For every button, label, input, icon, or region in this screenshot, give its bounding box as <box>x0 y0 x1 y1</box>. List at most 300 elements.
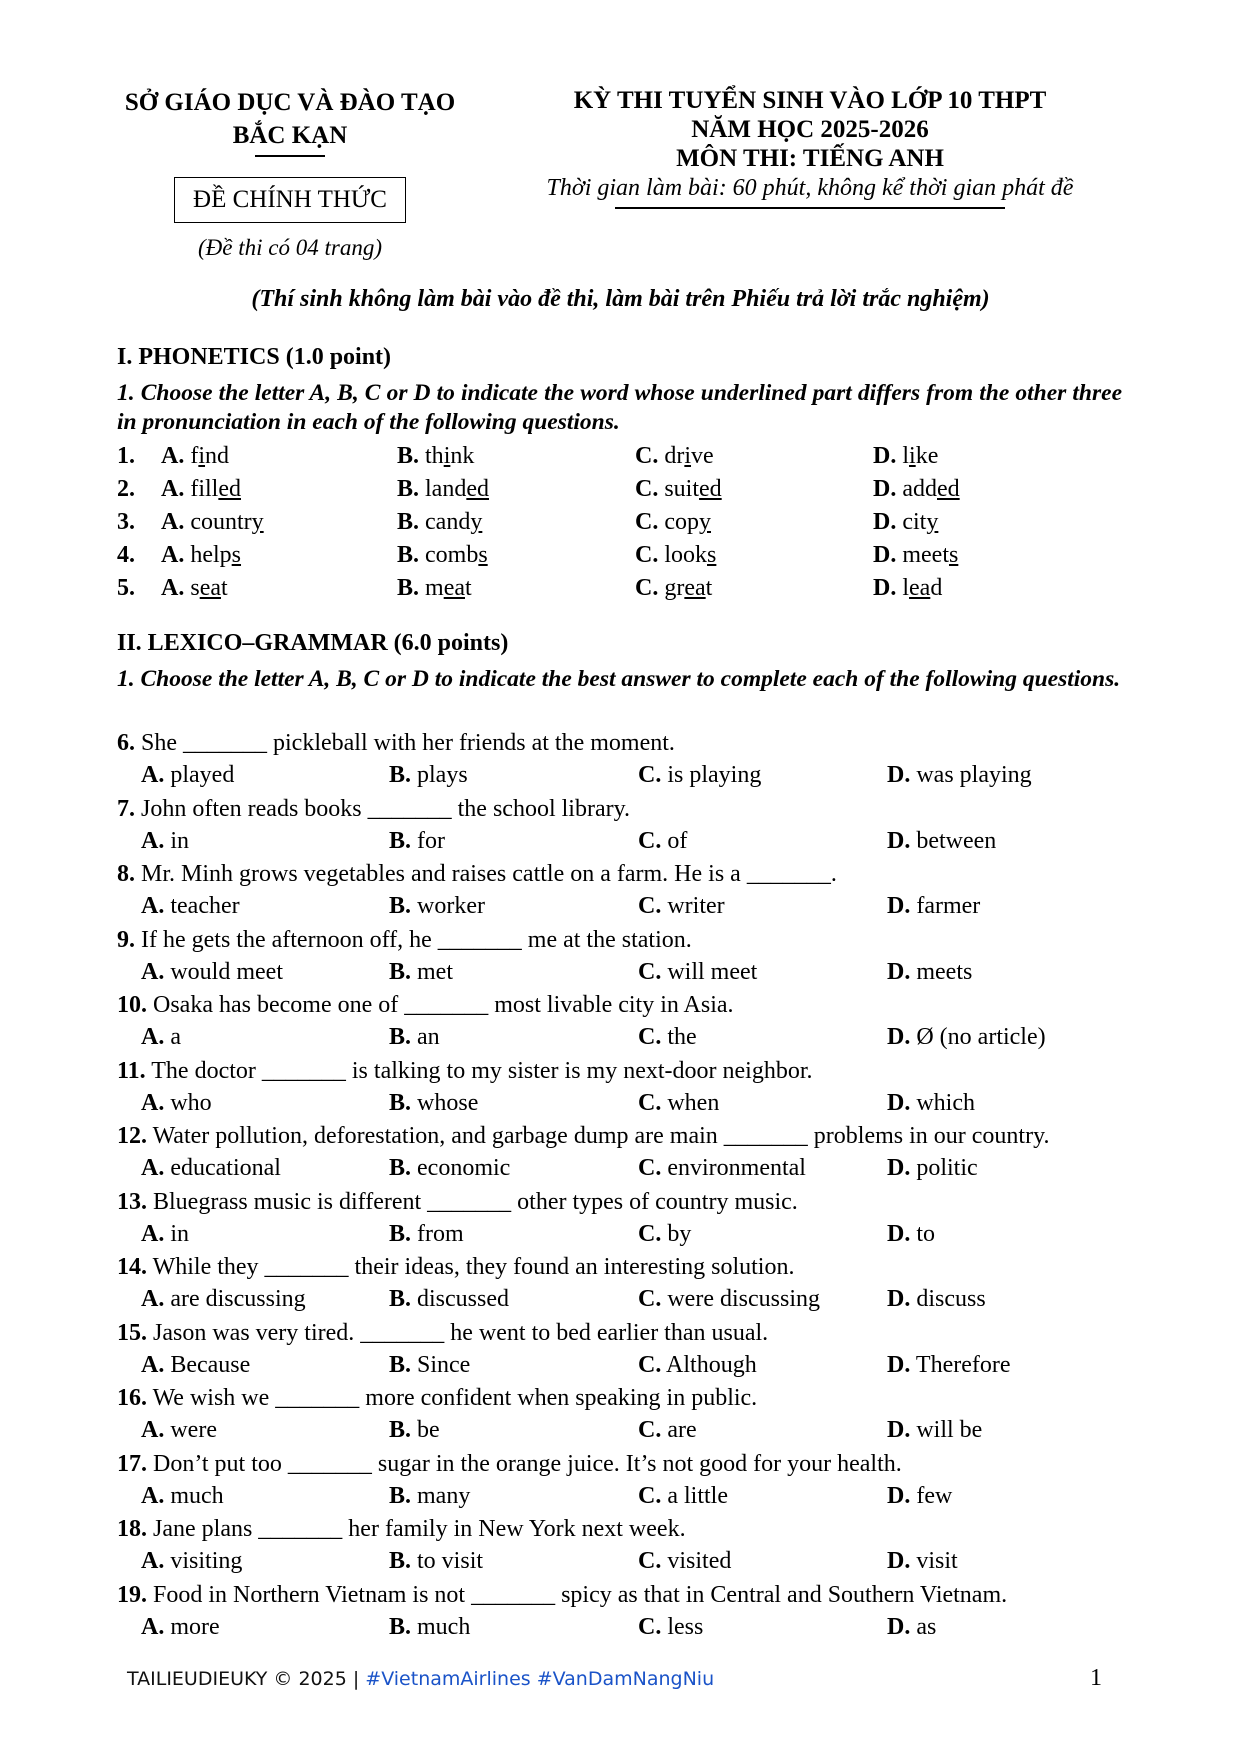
option-text: will be <box>916 1417 983 1443</box>
option-letter: A. <box>141 1351 165 1378</box>
option-letter: D. <box>873 476 897 502</box>
option-text: to <box>916 1220 936 1247</box>
answer-option <box>141 959 283 986</box>
option-letter: D. <box>887 1351 911 1378</box>
answer-option <box>887 1024 1046 1051</box>
header-right-divider <box>615 207 1005 209</box>
answer-option <box>389 1090 478 1117</box>
option-text: Ø (no article) <box>916 1024 1046 1050</box>
word-part: cit <box>902 509 927 535</box>
answer-option <box>389 1221 464 1248</box>
option-text: less <box>667 1613 704 1640</box>
option-letter: A. <box>141 1613 165 1640</box>
option-letter: B. <box>389 1417 412 1443</box>
word-part: d <box>930 575 943 601</box>
option-text: teacher <box>170 893 240 919</box>
option-letter: B. <box>389 827 412 854</box>
option-letter: C. <box>638 1417 662 1443</box>
question-stem <box>117 1254 1122 1281</box>
word-part: t <box>465 575 472 601</box>
word-part: cop <box>664 509 699 535</box>
word-part: cand <box>425 509 471 535</box>
time-note: Thời gian làm bài: 60 phút, không kể thời gian phát đề <box>546 175 1074 201</box>
option-text: Since <box>417 1351 471 1378</box>
footer-brand: TAILIEUDIEUKY © 2025 | <box>127 1668 366 1690</box>
option-letter: C. <box>638 1220 662 1247</box>
answer-options <box>141 959 1141 991</box>
question-stem <box>117 927 1122 954</box>
question-stem <box>117 992 1122 1019</box>
question-number: 1. <box>117 443 135 469</box>
word-part: comb <box>425 542 479 568</box>
answer-option <box>887 1352 1011 1379</box>
answer-option <box>887 1483 952 1510</box>
option-text: Although <box>666 1351 757 1378</box>
option-text: who <box>170 1089 212 1116</box>
answer-option <box>141 1483 224 1510</box>
option-letter: B. <box>389 1220 412 1247</box>
school-year: NĂM HỌC 2025-2026 <box>691 116 929 143</box>
answer-option <box>389 1024 440 1051</box>
underlined-part: ea <box>443 575 465 601</box>
option-text: for <box>417 827 445 854</box>
option-letter: B. <box>389 1351 412 1378</box>
question-number: 5. <box>117 575 135 601</box>
question-stem <box>117 796 1122 823</box>
option-letter: C. <box>638 1351 662 1378</box>
question-text: She _______ pickleball with her friends at the moment. <box>141 730 675 756</box>
header-right <box>500 86 1120 209</box>
option-letter: D. <box>887 827 911 854</box>
word-part: l <box>902 443 910 469</box>
word-part: fill <box>190 476 219 502</box>
option-letter: B. <box>389 893 412 919</box>
answer-options <box>141 893 1141 925</box>
option-text: was playing <box>916 762 1032 788</box>
option-letter: B. <box>389 1286 412 1312</box>
word-part: dr <box>664 443 685 469</box>
question-stem <box>117 861 1122 888</box>
option-letter: B. <box>389 762 412 788</box>
option-letter: C. <box>638 1155 662 1181</box>
department-province: BẮC KẠN <box>232 122 348 149</box>
option-text: played <box>170 762 235 788</box>
answer-option <box>873 542 958 569</box>
option-letter: A. <box>141 1548 165 1574</box>
option-text: visited <box>667 1548 732 1574</box>
option-text: discussed <box>417 1286 510 1312</box>
answer-option <box>389 1155 510 1182</box>
option-text: meets <box>916 958 973 985</box>
option-letter: B. <box>389 958 412 985</box>
answer-option <box>389 1417 440 1444</box>
option-letter: D. <box>887 1548 911 1574</box>
option-text: visit <box>916 1548 958 1574</box>
underlined-part: s <box>478 542 488 568</box>
question-number: 15. <box>117 1319 147 1346</box>
department-name: SỞ GIÁO DỤC VÀ ĐÀO TẠO <box>124 89 456 116</box>
answer-options <box>141 1286 1141 1318</box>
answer-option <box>635 542 716 569</box>
underlined-part: i <box>909 443 916 469</box>
answer-option <box>638 1090 719 1117</box>
answer-option <box>887 959 972 986</box>
option-letter: D. <box>887 1089 911 1116</box>
question-text: Water pollution, deforestation, and garbage dump are main _______ problems in our country. <box>152 1123 1050 1149</box>
word-part: s <box>190 575 200 601</box>
question-text: We wish we _______ more confident when speaking in public. <box>152 1385 758 1411</box>
option-text: educational <box>170 1155 281 1181</box>
official-label: ĐỀ CHÍNH THỨC <box>174 177 406 223</box>
question-number: 14. <box>117 1254 147 1280</box>
option-letter: D. <box>887 1286 911 1312</box>
option-text: will meet <box>667 958 758 985</box>
word-part: suit <box>664 476 700 502</box>
option-text: between <box>916 827 997 854</box>
underlined-part: s <box>707 542 717 568</box>
question-number: 7. <box>117 795 135 822</box>
word-part: look <box>664 542 708 568</box>
question-text: Jason was very tired. _______ he went to bed earlier than usual. <box>153 1319 769 1346</box>
option-letter: C. <box>635 575 659 601</box>
answer-option <box>397 542 488 569</box>
word-part: th <box>425 443 444 469</box>
option-letter: B. <box>389 1155 412 1181</box>
option-text: much <box>417 1613 471 1640</box>
option-text: many <box>417 1482 471 1509</box>
answer-option <box>887 1614 936 1641</box>
answer-option <box>141 1221 189 1248</box>
option-text: visiting <box>170 1548 243 1574</box>
question-number: 13. <box>117 1188 147 1215</box>
option-text: plays <box>417 762 468 788</box>
page-count-note: (Đề thi có 04 trang) <box>198 235 382 260</box>
section-phonetics-directions: 1. Choose the letter A, B, C or D to indicate the word whose underlined part differs from the other three in pronunciation in each of the following questions. <box>117 380 1122 435</box>
option-letter: B. <box>397 476 420 502</box>
option-letter: B. <box>397 542 420 568</box>
answer-option <box>161 443 229 470</box>
question-number: 2. <box>117 476 135 502</box>
question-stem <box>117 1189 1122 1216</box>
answer-option <box>638 1024 697 1051</box>
word-part: t <box>705 575 713 601</box>
option-text: an <box>417 1024 440 1050</box>
underlined-part: y <box>699 509 711 535</box>
option-letter: C. <box>635 542 659 568</box>
underlined-part: ea <box>909 575 931 601</box>
answer-option <box>887 828 996 855</box>
underlined-part: s <box>231 542 242 568</box>
underlined-part: i <box>443 443 451 469</box>
answer-option <box>638 1548 731 1575</box>
header-left <box>100 86 480 261</box>
answer-option <box>389 1548 483 1575</box>
question-number: 3. <box>117 509 135 535</box>
answer-options <box>141 1417 1141 1449</box>
option-letter: D. <box>873 443 897 469</box>
question-text: Don’t put too _______ sugar in the orange juice. It’s not good for your health. <box>153 1450 902 1477</box>
answer-option <box>638 1483 728 1510</box>
answer-option <box>638 1614 703 1641</box>
question-text: Bluegrass music is different _______ other types of country music. <box>153 1188 798 1215</box>
option-letter: A. <box>141 762 165 788</box>
question-number: 9. <box>117 926 135 953</box>
question-number: 16. <box>117 1385 147 1411</box>
question-number: 12. <box>117 1123 147 1149</box>
answer-options <box>141 1614 1141 1646</box>
option-text: by <box>667 1220 692 1247</box>
question-text: Jane plans _______ her family in New York next week. <box>153 1516 686 1542</box>
option-letter: C. <box>638 762 662 788</box>
option-text: politic <box>916 1155 978 1181</box>
page-number: 1 <box>1090 1665 1102 1691</box>
option-letter: B. <box>389 1613 412 1640</box>
answer-option <box>638 828 687 855</box>
option-letter: C. <box>635 476 659 502</box>
question-stem <box>117 1582 1122 1609</box>
question-text: If he gets the afternoon off, he _______ me at the station. <box>141 926 692 953</box>
option-letter: A. <box>141 1286 165 1312</box>
answer-option <box>635 509 711 536</box>
answer-option <box>141 1090 212 1117</box>
underlined-part: y <box>470 509 483 535</box>
option-text: the <box>667 1024 697 1050</box>
answer-option <box>638 762 761 789</box>
option-letter: D. <box>887 893 911 919</box>
question-number: 17. <box>117 1450 147 1477</box>
answer-option <box>887 1417 982 1444</box>
underlined-part: ed <box>218 476 241 502</box>
option-text: farmer <box>916 893 981 919</box>
question-number: 19. <box>117 1581 147 1608</box>
underlined-part: s <box>948 542 959 568</box>
word-part: m <box>425 575 444 601</box>
answer-option <box>887 762 1032 789</box>
word-part: ve <box>691 443 714 469</box>
question-text: The doctor _______ is talking to my sister is my next-door neighbor. <box>151 1057 813 1084</box>
option-letter: B. <box>389 1089 412 1116</box>
answer-option <box>141 1614 220 1641</box>
option-letter: C. <box>638 893 662 919</box>
answer-option <box>887 893 980 920</box>
answer-option <box>389 959 453 986</box>
option-letter: D. <box>887 762 911 788</box>
answer-options <box>141 1221 1141 1253</box>
word-part: f <box>190 443 199 469</box>
answer-option <box>161 542 241 569</box>
option-text: when <box>667 1089 720 1116</box>
answer-option <box>873 509 938 536</box>
option-letter: D. <box>887 1417 911 1443</box>
option-letter: A. <box>161 443 185 469</box>
footer-tags: #VietnamAirlines #VanDamNangNiu <box>365 1668 715 1690</box>
option-letter: A. <box>161 542 185 568</box>
answer-option <box>887 1090 975 1117</box>
question-text: Osaka has become one of _______ most livable city in Asia. <box>153 992 734 1018</box>
answer-option <box>635 476 722 503</box>
question-number: 11. <box>117 1057 146 1084</box>
option-letter: D. <box>887 1482 911 1509</box>
answer-option <box>397 476 489 503</box>
option-letter: B. <box>397 443 420 469</box>
question-stem <box>117 1320 1122 1347</box>
answer-options <box>141 828 1141 860</box>
answer-option <box>873 476 960 503</box>
option-text: Because <box>170 1351 251 1378</box>
section-lexico-grammar-title: II. LEXICO–GRAMMAR (6.0 points) <box>117 630 509 656</box>
footer <box>127 1668 714 1690</box>
answer-option <box>887 1221 935 1248</box>
answer-option <box>389 1286 509 1313</box>
word-part: l <box>902 575 910 601</box>
underlined-part: ed <box>699 476 722 502</box>
answer-option <box>638 959 757 986</box>
underlined-part: i <box>684 443 692 469</box>
question-text: Food in Northern Vietnam is not _______ spicy as that in Central and Southern Vietnam. <box>153 1581 1008 1608</box>
answer-option <box>141 1352 250 1379</box>
option-letter: C. <box>638 1286 662 1312</box>
question-number: 10. <box>117 992 147 1018</box>
answer-option <box>638 1417 697 1444</box>
answer-option <box>638 1352 757 1379</box>
option-text: to visit <box>417 1548 484 1574</box>
option-text: Therefore <box>915 1351 1011 1378</box>
option-letter: A. <box>141 1417 165 1443</box>
answer-options <box>141 1352 1141 1384</box>
option-letter: B. <box>389 1482 412 1509</box>
section-lexico-grammar-directions: 1. Choose the letter A, B, C or D to indicate the best answer to complete each of the following questions. <box>117 666 1121 692</box>
word-part: gr <box>664 575 685 601</box>
answer-option <box>397 509 482 536</box>
option-text: more <box>170 1613 220 1640</box>
phonetics-question-row <box>117 476 1117 508</box>
option-letter: B. <box>389 1548 412 1574</box>
option-letter: C. <box>638 1024 662 1050</box>
option-text: discuss <box>916 1286 986 1312</box>
option-letter: B. <box>397 509 420 535</box>
question-stem <box>117 1123 1122 1150</box>
option-letter: B. <box>397 575 420 601</box>
answer-option <box>141 893 240 920</box>
underlined-part: ed <box>937 476 960 502</box>
answer-option <box>389 762 468 789</box>
option-letter: D. <box>873 509 897 535</box>
option-text: in <box>170 827 190 854</box>
answer-option <box>141 828 189 855</box>
answer-option <box>397 575 472 602</box>
option-letter: D. <box>873 575 897 601</box>
option-letter: D. <box>887 1613 911 1640</box>
underlined-part: ea <box>199 575 221 601</box>
phonetics-question-row <box>117 575 1117 607</box>
option-letter: A. <box>141 893 165 919</box>
option-letter: A. <box>141 1155 165 1181</box>
underlined-part: ea <box>684 575 706 601</box>
option-text: which <box>916 1089 975 1116</box>
question-stem <box>117 1385 1122 1412</box>
option-letter: D. <box>887 958 911 985</box>
section-phonetics-title: I. PHONETICS (1.0 point) <box>117 344 392 370</box>
answer-option <box>389 1614 470 1641</box>
answer-options <box>141 1024 1141 1056</box>
answer-option <box>141 762 234 789</box>
answer-option <box>141 1155 281 1182</box>
answer-options <box>141 1483 1141 1515</box>
option-text: is playing <box>667 762 762 788</box>
word-part: help <box>190 542 232 568</box>
header-left-divider <box>255 155 325 157</box>
option-text: in <box>170 1220 190 1247</box>
answer-option <box>638 1286 820 1313</box>
option-text: whose <box>417 1089 479 1116</box>
answer-options <box>141 1548 1141 1580</box>
question-stem <box>117 1058 1122 1085</box>
option-letter: C. <box>638 1613 662 1640</box>
word-part: add <box>902 476 937 502</box>
option-letter: C. <box>635 443 659 469</box>
option-letter: A. <box>141 827 165 854</box>
option-text: be <box>417 1417 440 1443</box>
option-text: are discussing <box>170 1286 306 1312</box>
option-letter: A. <box>161 476 185 502</box>
phonetics-question-row <box>117 509 1117 541</box>
option-letter: C. <box>635 509 659 535</box>
option-text: were <box>170 1417 217 1443</box>
answer-options <box>141 1090 1141 1122</box>
option-text: writer <box>667 893 725 919</box>
answer-option <box>389 1483 470 1510</box>
option-letter: A. <box>141 1024 165 1050</box>
word-part: nd <box>205 443 230 469</box>
option-text: from <box>417 1220 464 1247</box>
word-part: meet <box>902 542 949 568</box>
option-text: of <box>667 827 688 854</box>
answer-option <box>887 1155 978 1182</box>
answer-sheet-instruction: (Thí sinh không làm bài vào đề thi, làm bài trên Phiếu trả lời trắc nghiệm) <box>251 286 990 312</box>
option-text: would meet <box>170 958 283 985</box>
question-stem <box>117 1451 1122 1478</box>
question-text: Mr. Minh grows vegetables and raises cattle on a farm. He is a _______. <box>141 861 837 887</box>
word-part: countr <box>190 509 252 535</box>
option-letter: C. <box>638 1482 662 1509</box>
question-stem <box>117 730 1122 757</box>
answer-option <box>887 1286 986 1313</box>
option-letter: A. <box>141 958 165 985</box>
option-text: worker <box>417 893 485 919</box>
option-letter: D. <box>887 1024 911 1050</box>
answer-option <box>635 443 714 470</box>
answer-option <box>161 509 264 536</box>
underlined-part: i <box>198 443 206 469</box>
option-letter: A. <box>161 575 185 601</box>
answer-option <box>141 1548 242 1575</box>
option-letter: D. <box>887 1155 911 1181</box>
option-letter: C. <box>638 958 662 985</box>
underlined-part: y <box>251 509 264 535</box>
answer-option <box>873 443 938 470</box>
answer-options <box>141 762 1141 794</box>
word-part: ke <box>915 443 939 469</box>
answer-option <box>161 575 228 602</box>
exam-title: KỲ THI TUYỂN SINH VÀO LỚP 10 THPT <box>573 87 1047 114</box>
phonetics-question-row <box>117 443 1117 475</box>
answer-option <box>873 575 942 602</box>
option-text: as <box>916 1613 937 1640</box>
answer-option <box>389 1352 470 1379</box>
option-text: a little <box>667 1482 728 1509</box>
option-letter: D. <box>873 542 897 568</box>
answer-option <box>389 828 445 855</box>
